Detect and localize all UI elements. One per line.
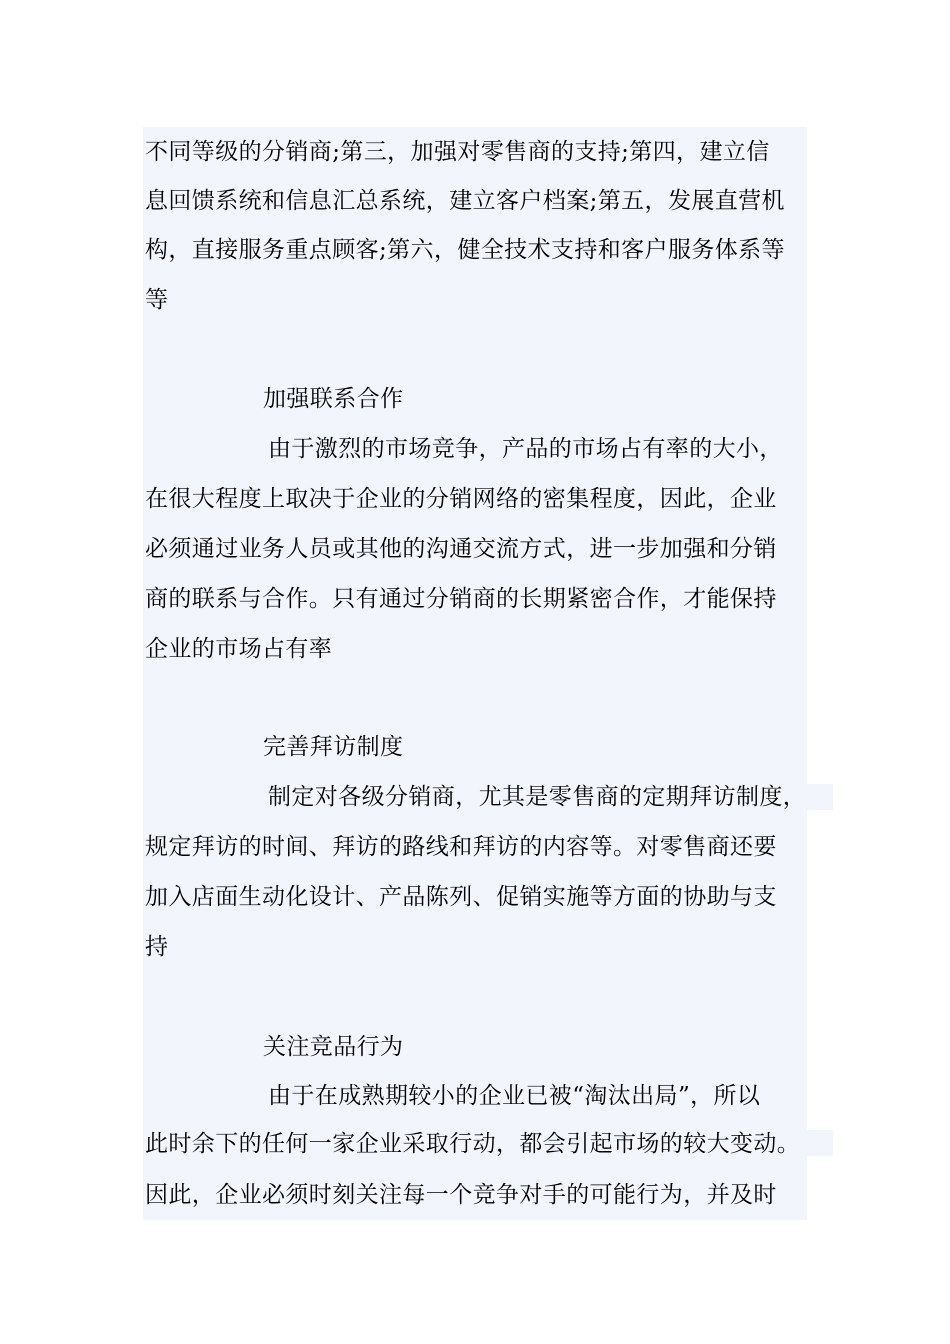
paragraph-line: 构，直接服务重点顾客;第六，健全技术支持和客户服务体系等 [145, 237, 785, 263]
paragraph-line: 由于在成熟期较小的企业已被“淘汰出局”，所以 [268, 1083, 761, 1109]
paragraph-line: 持 [145, 934, 169, 960]
paragraph-line: 制定对各级分销商，尤其是零售商的定期拜访制度， [268, 784, 807, 810]
paragraph-line: 息回馈系统和信息汇总系统，建立客户档案;第五，发展直营机 [145, 188, 785, 214]
paragraph-line: 规定拜访的时间、拜访的路线和拜访的内容等。对零售商还要 [145, 834, 777, 860]
highlight-overflow [807, 784, 833, 810]
highlight-overflow [807, 1130, 833, 1156]
paragraph-line: 在很大程度上取决于企业的分销网络的密集程度，因此，企业 [145, 486, 777, 512]
paragraph-line: 加入店面生动化设计、产品陈列、促销实施等方面的协助与支 [145, 884, 777, 910]
section-heading: 完善拜访制度 [263, 734, 404, 760]
paragraph-line: 企业的市场占有率 [145, 636, 333, 662]
text-highlight-background [143, 127, 807, 1220]
paragraph-line: 等 [145, 287, 169, 313]
section-heading: 关注竞品行为 [263, 1034, 404, 1060]
paragraph-line: 商的联系与合作。只有通过分销商的长期紧密合作，才能保持 [145, 586, 777, 612]
paragraph-line: 此时余下的任何一家企业采取行动，都会引起市场的较大变动。 [145, 1131, 801, 1157]
paragraph-line: 不同等级的分销商;第三，加强对零售商的支持;第四，建立信 [145, 139, 770, 165]
section-heading: 加强联系合作 [263, 386, 404, 412]
paragraph-line: 因此，企业必须时刻关注每一个竞争对手的可能行为，并及时 [145, 1182, 777, 1208]
paragraph-line: 由于激烈的市场竞争，产品的市场占有率的大小， [268, 436, 783, 462]
paragraph-line: 必须通过业务人员或其他的沟通交流方式，进一步加强和分销 [145, 536, 777, 562]
